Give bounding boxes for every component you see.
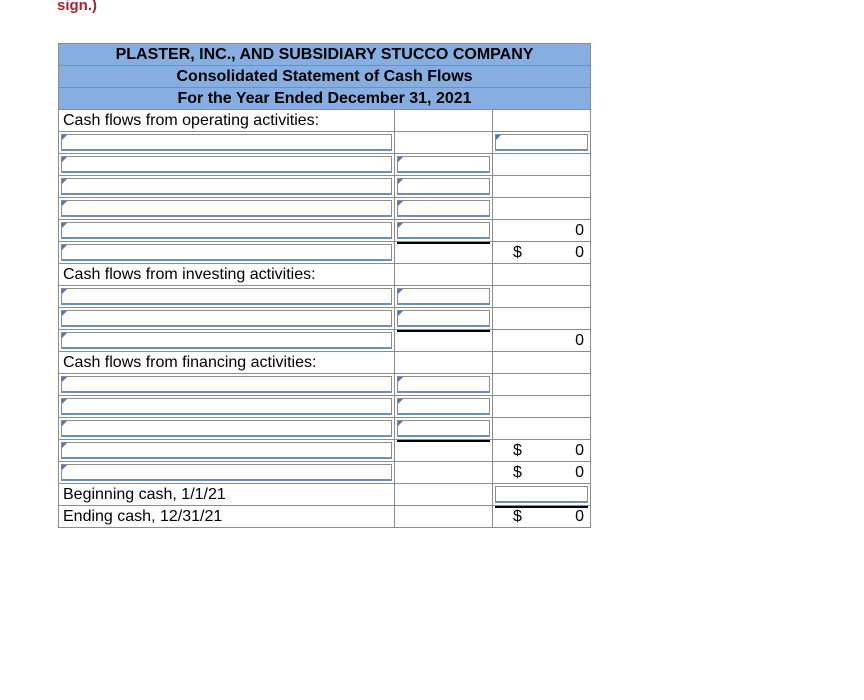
operating-total-label-input[interactable] [61, 244, 392, 261]
dropdown-flag-icon [398, 179, 403, 184]
net-change-dollar: $ [513, 464, 522, 481]
beginning-cash-label: Beginning cash, 1/1/21 [59, 484, 395, 506]
dropdown-flag-icon [62, 135, 67, 140]
dropdown-flag-icon [398, 421, 403, 426]
operating-net-income-input[interactable] [495, 134, 588, 151]
ending-cash-value: 0 [575, 508, 585, 525]
beginning-cash-input[interactable] [495, 486, 588, 503]
dropdown-flag-icon [62, 443, 67, 448]
dropdown-flag-icon [62, 223, 67, 228]
financing-amount-input-3[interactable] [397, 420, 490, 437]
dropdown-flag-icon [398, 289, 403, 294]
dropdown-flag-icon [62, 311, 67, 316]
operating-amount-input-5[interactable] [397, 222, 490, 239]
investing-amount-input-1[interactable] [397, 288, 490, 305]
financing-desc-input-1[interactable] [61, 376, 392, 393]
dropdown-flag-icon [62, 333, 67, 338]
net-change-label-input[interactable] [61, 464, 392, 481]
financing-desc-input-2[interactable] [61, 398, 392, 415]
net-change-value: 0 [575, 464, 585, 481]
dropdown-flag-icon [62, 399, 67, 404]
dropdown-flag-icon [62, 157, 67, 162]
ending-cash-label: Ending cash, 12/31/21 [59, 506, 395, 528]
investing-total-label-input[interactable] [61, 332, 392, 349]
investing-desc-input-2[interactable] [61, 310, 392, 327]
financing-amount-input-1[interactable] [397, 376, 490, 393]
financing-section-label: Cash flows from financing activities: [59, 352, 395, 374]
instruction-fragment: sign.) [57, 0, 97, 14]
financing-total-value: 0 [575, 442, 585, 459]
period-title: For the Year Ended December 31, 2021 [59, 88, 591, 110]
financing-amount-input-2[interactable] [397, 398, 490, 415]
cash-flow-statement [58, 43, 591, 528]
dropdown-flag-icon [62, 201, 67, 206]
operating-amount-input-3[interactable] [397, 178, 490, 195]
operating-subtotal-value: 0 [575, 222, 585, 239]
financing-desc-input-3[interactable] [61, 420, 392, 437]
dropdown-flag-icon [398, 377, 403, 382]
operating-desc-input-4[interactable] [61, 200, 392, 217]
operating-desc-input-5[interactable] [61, 222, 392, 239]
dropdown-flag-icon [496, 135, 501, 140]
dropdown-flag-icon [62, 245, 67, 250]
dropdown-flag-icon [62, 465, 67, 470]
dropdown-flag-icon [398, 201, 403, 206]
operating-amount-input-2[interactable] [397, 156, 490, 173]
dropdown-flag-icon [398, 311, 403, 316]
operating-desc-input-2[interactable] [61, 156, 392, 173]
operating-desc-input-1[interactable] [61, 134, 392, 151]
investing-total-value: 0 [575, 332, 585, 349]
investing-desc-input-1[interactable] [61, 288, 392, 305]
company-title: PLASTER, INC., AND SUBSIDIARY STUCCO COMPANY [59, 44, 591, 66]
dropdown-flag-icon [62, 377, 67, 382]
financing-total-label-input[interactable] [61, 442, 392, 459]
dropdown-flag-icon [62, 289, 67, 294]
statement-title: Consolidated Statement of Cash Flows [59, 66, 591, 88]
ending-cash-dollar: $ [513, 508, 522, 525]
investing-section-label: Cash flows from investing activities: [59, 264, 395, 286]
operating-total-value: 0 [575, 244, 585, 261]
operating-total-dollar: $ [513, 244, 522, 261]
operating-amount-input-4[interactable] [397, 200, 490, 217]
dropdown-flag-icon [398, 399, 403, 404]
operating-desc-input-3[interactable] [61, 178, 392, 195]
dropdown-flag-icon [62, 179, 67, 184]
financing-total-dollar: $ [513, 442, 522, 459]
operating-section-label: Cash flows from operating activities: [59, 110, 395, 132]
dropdown-flag-icon [62, 421, 67, 426]
investing-amount-input-2[interactable] [397, 310, 490, 327]
dropdown-flag-icon [398, 223, 403, 228]
dropdown-flag-icon [398, 157, 403, 162]
